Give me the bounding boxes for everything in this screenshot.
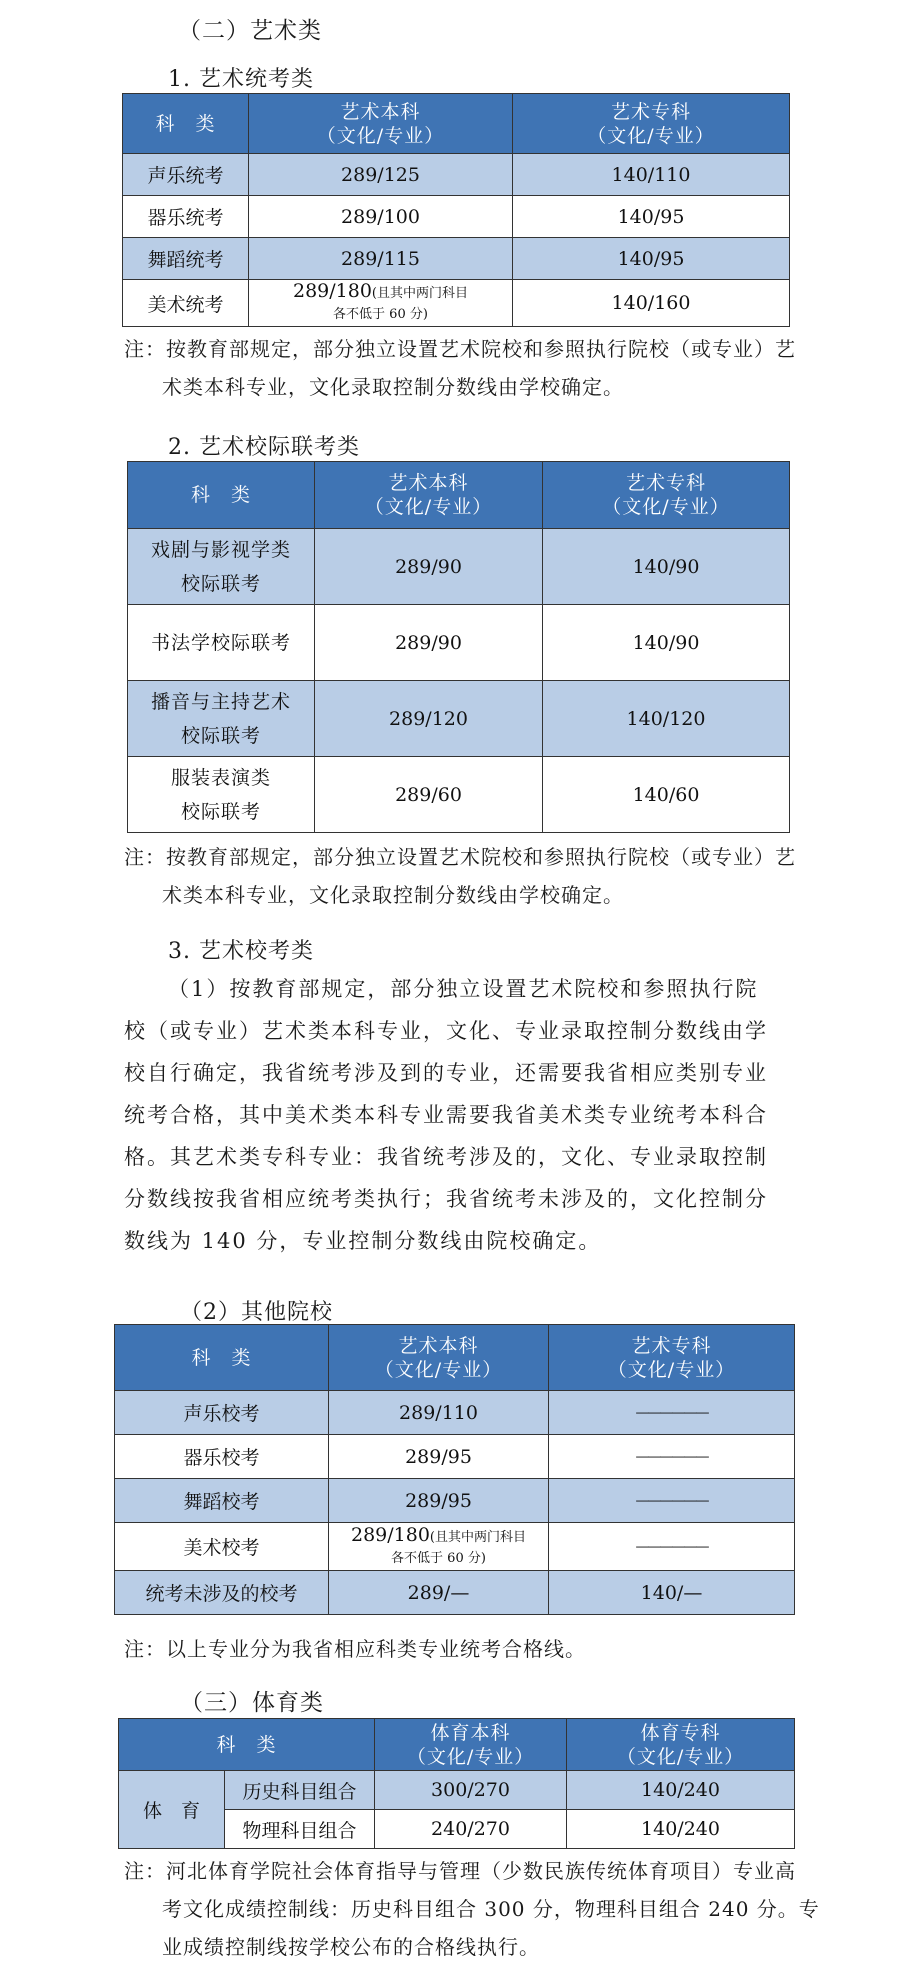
associate-cell: —————— xyxy=(549,1391,795,1435)
subject-cell: 器乐统考 xyxy=(123,196,249,238)
table-row xyxy=(123,238,790,280)
unified-exam-table xyxy=(122,93,790,327)
table-row xyxy=(119,1771,795,1810)
associate-cell: 140/120 xyxy=(543,681,790,757)
combo-cell: 历史科目组合 xyxy=(225,1771,375,1810)
joint-exam-table xyxy=(127,461,790,833)
bachelor-cell: 289/95 xyxy=(329,1479,549,1523)
bachelor-cell: 289/100 xyxy=(249,196,513,238)
col-subject: 科 类 xyxy=(119,1719,375,1771)
subject-cell: 声乐校考 xyxy=(115,1391,329,1435)
bachelor-cell: 289/90 xyxy=(315,529,543,605)
col-associate: 体育专科 （文化/专业） xyxy=(567,1719,795,1771)
section-title-arts: （二）艺术类 xyxy=(178,18,322,44)
bachelor-cell: 289/110 xyxy=(329,1391,549,1435)
associate-cell: 140/95 xyxy=(513,196,790,238)
table-row xyxy=(128,605,790,681)
subsection-title-school-exam: 3. 艺术校考类 xyxy=(168,939,314,964)
bachelor-cell: 289/125 xyxy=(249,154,513,196)
table-row xyxy=(115,1391,795,1435)
bachelor-cell: 289/180(且其中两门科目 各不低于 60 分) xyxy=(329,1523,549,1571)
table-row xyxy=(123,154,790,196)
associate-cell: —————— xyxy=(549,1479,795,1523)
col-associate: 艺术专科 （文化/专业） xyxy=(513,94,790,154)
subsection-title-unified-exam: 1. 艺术统考类 xyxy=(168,67,314,92)
note-school-exam: 注：以上专业分为我省相应科类专业统考合格线。 xyxy=(124,1637,586,1661)
subject-cell: 服装表演类 校际联考 xyxy=(128,757,315,833)
associate-cell: 140/95 xyxy=(513,238,790,280)
bachelor-cell: 289/120 xyxy=(315,681,543,757)
subject-cell: 书法学校际联考 xyxy=(128,605,315,681)
school-exam-table xyxy=(114,1324,795,1615)
col-associate: 艺术专科 （文化/专业） xyxy=(543,462,790,529)
associate-cell: —————— xyxy=(549,1435,795,1479)
associate-cell: 140/240 xyxy=(567,1810,795,1849)
associate-cell: 140/60 xyxy=(543,757,790,833)
bachelor-cell: 289/95 xyxy=(329,1435,549,1479)
subject-cell: 舞蹈校考 xyxy=(115,1479,329,1523)
subject-cell: 统考未涉及的校考 xyxy=(115,1571,329,1615)
table-row xyxy=(115,1435,795,1479)
group-cell: 体 育 xyxy=(119,1771,225,1849)
col-bachelor: 艺术本科 （文化/专业） xyxy=(329,1325,549,1391)
table-row xyxy=(115,1479,795,1523)
associate-cell: 140/— xyxy=(549,1571,795,1615)
table-row xyxy=(123,280,790,327)
note-unified-exam: 注：按教育部规定，部分独立设置艺术院校和参照执行院校（或专业）艺 术类本科专业，文化录取控制分数线由学校确定。 xyxy=(124,337,796,399)
sports-table xyxy=(118,1718,795,1849)
bachelor-cell: 240/270 xyxy=(375,1810,567,1849)
bachelor-cell: 289/— xyxy=(329,1571,549,1615)
table-row xyxy=(128,529,790,605)
note-sports: 注：河北体育学院社会体育指导与管理（少数民族传统体育项目）专业高 考文化成绩控制线：历史科目组合 300 分，物理科目组合 240 分。专 业成绩控制线按学校公布的合格线执行。 xyxy=(124,1859,820,1959)
col-subject: 科 类 xyxy=(115,1325,329,1391)
section-title-sports: （三）体育类 xyxy=(180,1690,324,1716)
col-bachelor: 艺术本科 （文化/专业） xyxy=(249,94,513,154)
col-bachelor: 体育本科 （文化/专业） xyxy=(375,1719,567,1771)
bachelor-cell: 289/90 xyxy=(315,605,543,681)
combo-cell: 物理科目组合 xyxy=(225,1810,375,1849)
associate-cell: 140/240 xyxy=(567,1771,795,1810)
school-exam-paragraph: （1）按教育部规定，部分独立设置艺术院校和参照执行院 校（或专业）艺术类本科专业，文化、专业录取控制分数线由学 校自行确定，我省统考涉及到的专业，还需要我省相应类别专业 统考合格，其中美术类本科专业需要我省美术类专业统考本科合 格。其艺术类专科专业：我省统考涉及的，文化、专业录取控制 分数线按我省相应统考类执行；我省统考未涉及的，文化控制分 数线为 140 分，专业控制分数线由院校确定。 xyxy=(124,977,768,1253)
associate-cell: 140/90 xyxy=(543,605,790,681)
subject-cell: 播音与主持艺术 校际联考 xyxy=(128,681,315,757)
table-row xyxy=(123,196,790,238)
associate-cell: 140/90 xyxy=(543,529,790,605)
subject-cell: 戏剧与影视学类 校际联考 xyxy=(128,529,315,605)
subject-cell: 美术校考 xyxy=(115,1523,329,1571)
bachelor-cell: 300/270 xyxy=(375,1771,567,1810)
col-subject: 科 类 xyxy=(128,462,315,529)
bachelor-cell: 289/180(且其中两门科目 各不低于 60 分) xyxy=(249,280,513,327)
subject-cell: 美术统考 xyxy=(123,280,249,327)
associate-cell: 140/160 xyxy=(513,280,790,327)
table-row xyxy=(115,1523,795,1571)
bachelor-cell: 289/60 xyxy=(315,757,543,833)
bachelor-cell: 289/115 xyxy=(249,238,513,280)
table-row xyxy=(128,681,790,757)
subject-cell: 器乐校考 xyxy=(115,1435,329,1479)
associate-cell: 140/110 xyxy=(513,154,790,196)
associate-cell: —————— xyxy=(549,1523,795,1571)
col-bachelor: 艺术本科 （文化/专业） xyxy=(315,462,543,529)
subject-cell: 声乐统考 xyxy=(123,154,249,196)
col-associate: 艺术专科 （文化/专业） xyxy=(549,1325,795,1391)
subsection-title-other-schools: （2）其他院校 xyxy=(180,1300,333,1325)
subject-cell: 舞蹈统考 xyxy=(123,238,249,280)
table-row xyxy=(115,1571,795,1615)
subsection-title-joint-exam: 2. 艺术校际联考类 xyxy=(168,435,360,460)
col-subject: 科 类 xyxy=(123,94,249,154)
table-row xyxy=(128,757,790,833)
note-joint-exam: 注：按教育部规定，部分独立设置艺术院校和参照执行院校（或专业）艺 术类本科专业，文化录取控制分数线由学校确定。 xyxy=(124,845,796,907)
